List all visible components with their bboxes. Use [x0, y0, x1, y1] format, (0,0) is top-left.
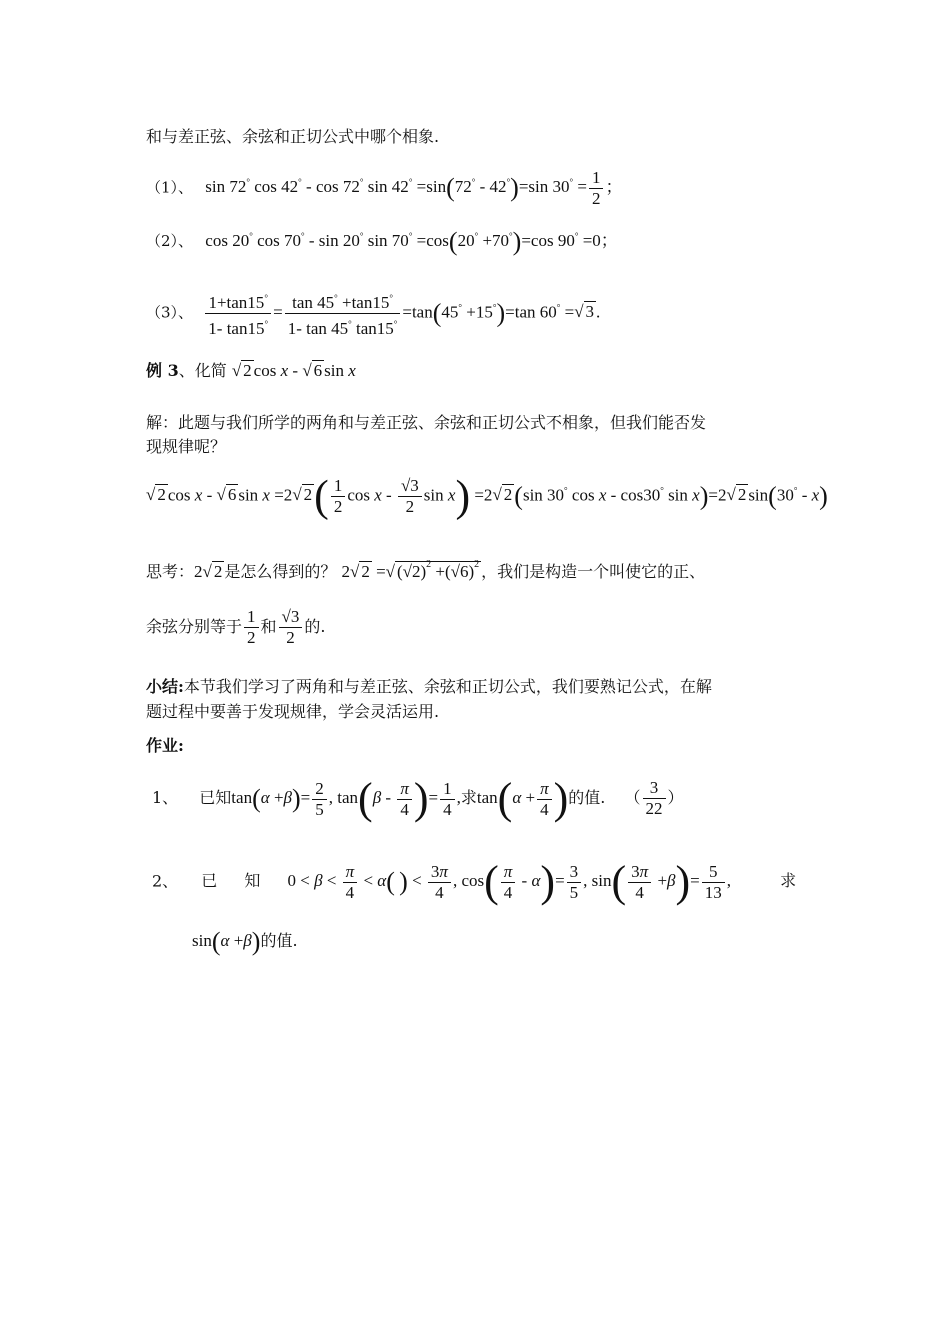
think-end: 的. [304, 617, 326, 636]
item-3: （3）、 $\frac{1+\tan 15^\circ}{1- \tan 15^\circ}$ = $\frac{\tan 45^\circ +\tan 15^\circ}{1- \tan 45^\circ \tan 15^\circ}$ =tan(45° +15°)=tan 60° =√ 3 . [146, 288, 600, 339]
summary-text-1: 本节我们学习了两角和与差正弦、余弦和正切公式，我们要熟记公式，在解 [183, 677, 712, 696]
q2-num: 2、 [152, 871, 179, 891]
think-line-2: 余弦分别等于 $\frac{1}{2}$ 和 $\frac{√3}{2}$ 的. [146, 607, 326, 647]
homework-q2: 2、 已 知 0 < β < $\frac{\pi}{4}$ < α( ) < $\frac{3\pi}{4}$ , cos( $\frac{\pi}{4}$ - α)= $\frac{3}{5}$ , sin( $\frac{3\pi}{4}$ +β)= $\frac{5}{13}$ , 求 [152, 857, 797, 907]
summary-label: 小结: [146, 677, 184, 696]
item-2-result: 0 [592, 231, 601, 250]
item-2-label: （2）、 [146, 232, 194, 250]
homework-q2-line-2: sin(α +β)的值. [192, 927, 298, 957]
q1-ask: 求 [460, 788, 477, 807]
think-and: 和 [260, 617, 277, 636]
homework-label: 作业: [146, 736, 184, 755]
item-3-label: （3）、 [146, 303, 194, 322]
think-suffix: ，我们是构造一个叫使它的正、 [481, 562, 706, 581]
item-3-result: √ 3 [574, 302, 595, 322]
item-2: （2）、 cos 20° cos 70° - sin 20° sin 70° =cos(20° +70°)=cos 90° =0； [146, 227, 618, 257]
q2-known-2: 知 [244, 871, 261, 891]
q1-num: 1、 [152, 788, 179, 807]
q1-end: 的值. [568, 788, 606, 807]
think-mid: 是怎么得到的？ [224, 562, 337, 581]
summary-line-2: 题过程中要善于发现规律，学会灵活运用. [146, 702, 440, 721]
summary-line-1 [146, 676, 712, 698]
q2-known: 已 [201, 871, 218, 891]
q2-ask: 求 [780, 871, 797, 891]
item-1-label: （1）、 [146, 178, 194, 197]
example-3-label: 例 3 [146, 361, 179, 380]
example-3: 例 3、化简 √ 2 cos x - √ 6 sin x [146, 361, 356, 380]
item-1-result: $\frac{1}{2}$ [589, 168, 604, 209]
think-line-1: 思考：2√ 2 是怎么得到的？ 2√ 2 =√ $(√2)^2 +(√6)^2$ ，我们是构造一个叫使它的正、 [146, 559, 706, 581]
solution-line-2: 现规律呢？ [146, 437, 227, 456]
think-prefix: 思考： [146, 562, 195, 581]
q2-end: 的值. [260, 931, 298, 950]
intro-text: 和与差正弦、余弦和正切公式中哪个相象. [146, 127, 440, 146]
think-line-2a: 余弦分别等于 [146, 617, 243, 636]
solution-equation: √ 2 cos x - √ 6 sin x =2√ 2( $\frac{1}{2}$ cos x - $\frac{√3}{2}$ sin x) =2√ 2(sin 30° cos x - cos30° sin x)=2√ 2 sin(30° - x) [146, 471, 828, 521]
q1-answer: $\frac{3}{22}$ [643, 778, 666, 819]
homework-q1: 1、 已知tan(α +β)= $\frac{2}{5}$ , tan(β - $\frac{\pi}{4}$ )= $\frac{1}{4}$ ,求tan(α + $\frac{\pi}{4}$ )的值. （ $\frac{3}{22}$ ） [152, 774, 684, 824]
example-3-text: 、化简 [178, 361, 227, 380]
item-1: （1）、 sin 72° cos 42° - cos 72° sin 42° =sin(72° - 42°)=sin 30° = $\frac{1}{2}$ ； [146, 168, 623, 208]
q1-known: 已知 [199, 788, 232, 807]
solution-line-1: 解：此题与我们所学的两角和与差正弦、余弦和正切公式不相象，但我们能否发 [146, 413, 707, 432]
